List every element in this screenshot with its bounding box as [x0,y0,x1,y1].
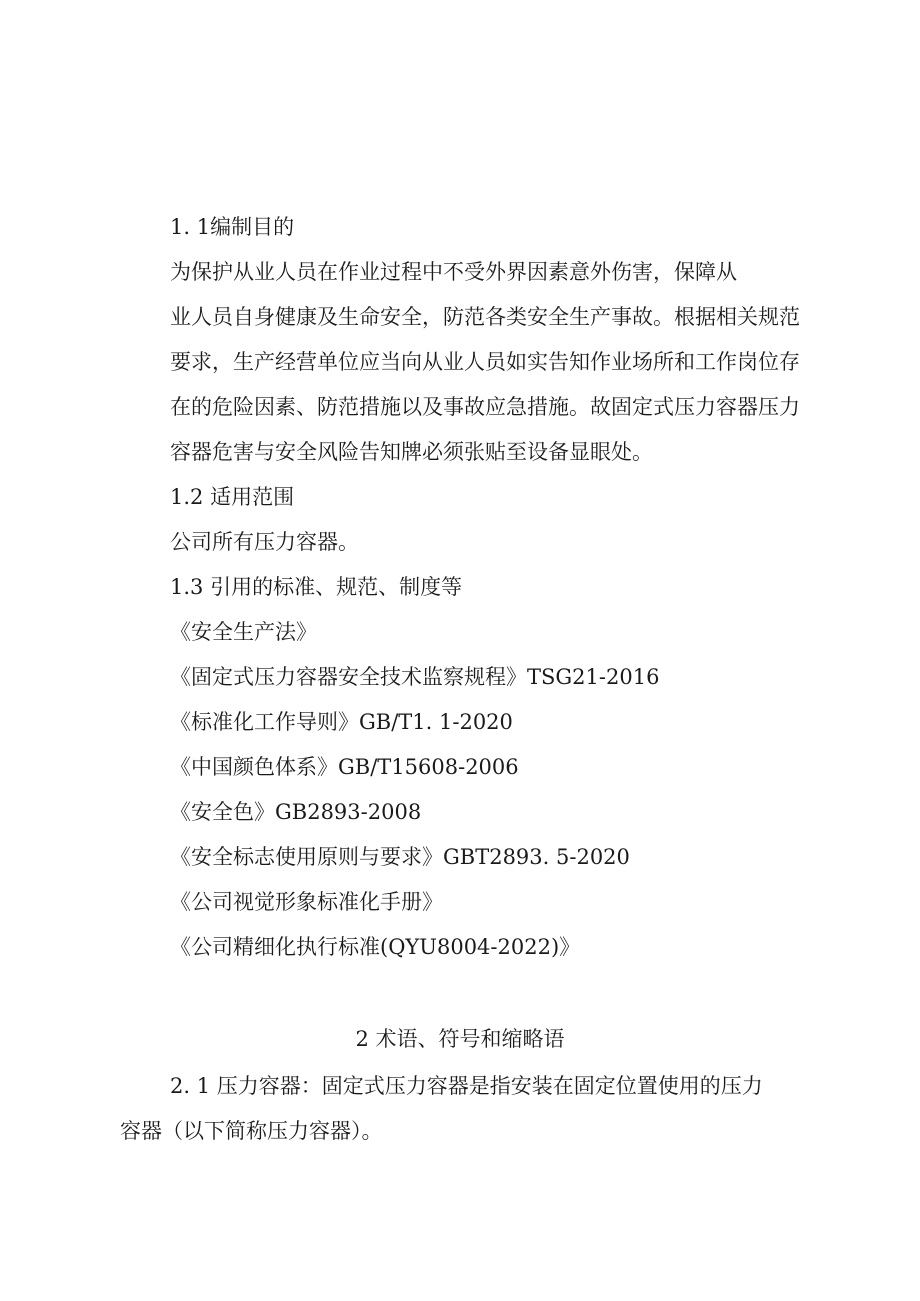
paragraph-line-5: 容器危害与安全风险告知牌必须张贴至设备显眼处。 [170,440,653,464]
definition-line-1: 2. 1 压力容器：固定式压力容器是指安装在固定位置使用的压力 [170,1074,763,1098]
reference-item: 《公司视觉形象标准化手册》 [170,890,443,914]
paragraph-line-4: 在的危险因素、防范措施以及事故应急措施。故固定式压力容器压力 [170,395,800,419]
paragraph-line-2: 业人员自身健康及生命安全，防范各类安全生产事故。根据相关规范 [170,305,800,329]
reference-item: 《安全色》GB2893-2008 [170,800,422,824]
section-heading-1-2: 1.2 适用范围 [170,485,295,509]
section-heading-1-3: 1.3 引用的标准、规范、制度等 [170,575,463,599]
section-title-2: 2 术语、符号和缩略语 [355,1027,565,1051]
paragraph-line-3: 要求，生产经营单位应当向从业人员如实告知作业场所和工作岗位存 [170,350,800,374]
section-heading-1-1: 1. 1编制目的 [170,215,295,239]
reference-item: 《标准化工作导则》GB/T1. 1-2020 [170,710,513,734]
reference-item: 《安全标志使用原则与要求》GBT2893. 5-2020 [170,845,630,869]
reference-item: 《中国颜色体系》GB/T15608-2006 [170,755,519,779]
definition-line-2: 容器（以下简称压力容器）。 [120,1119,383,1143]
reference-item: 《公司精细化执行标准(QYU8004-2022)》 [170,935,581,959]
reference-item: 《固定式压力容器安全技术监察规程》TSG21-2016 [170,665,660,689]
reference-item: 《安全生产法》 [170,620,317,644]
scope-text: 公司所有压力容器。 [170,530,359,554]
paragraph-line-1: 为保护从业人员在作业过程中不受外界因素意外伤害，保障从 [170,260,737,284]
